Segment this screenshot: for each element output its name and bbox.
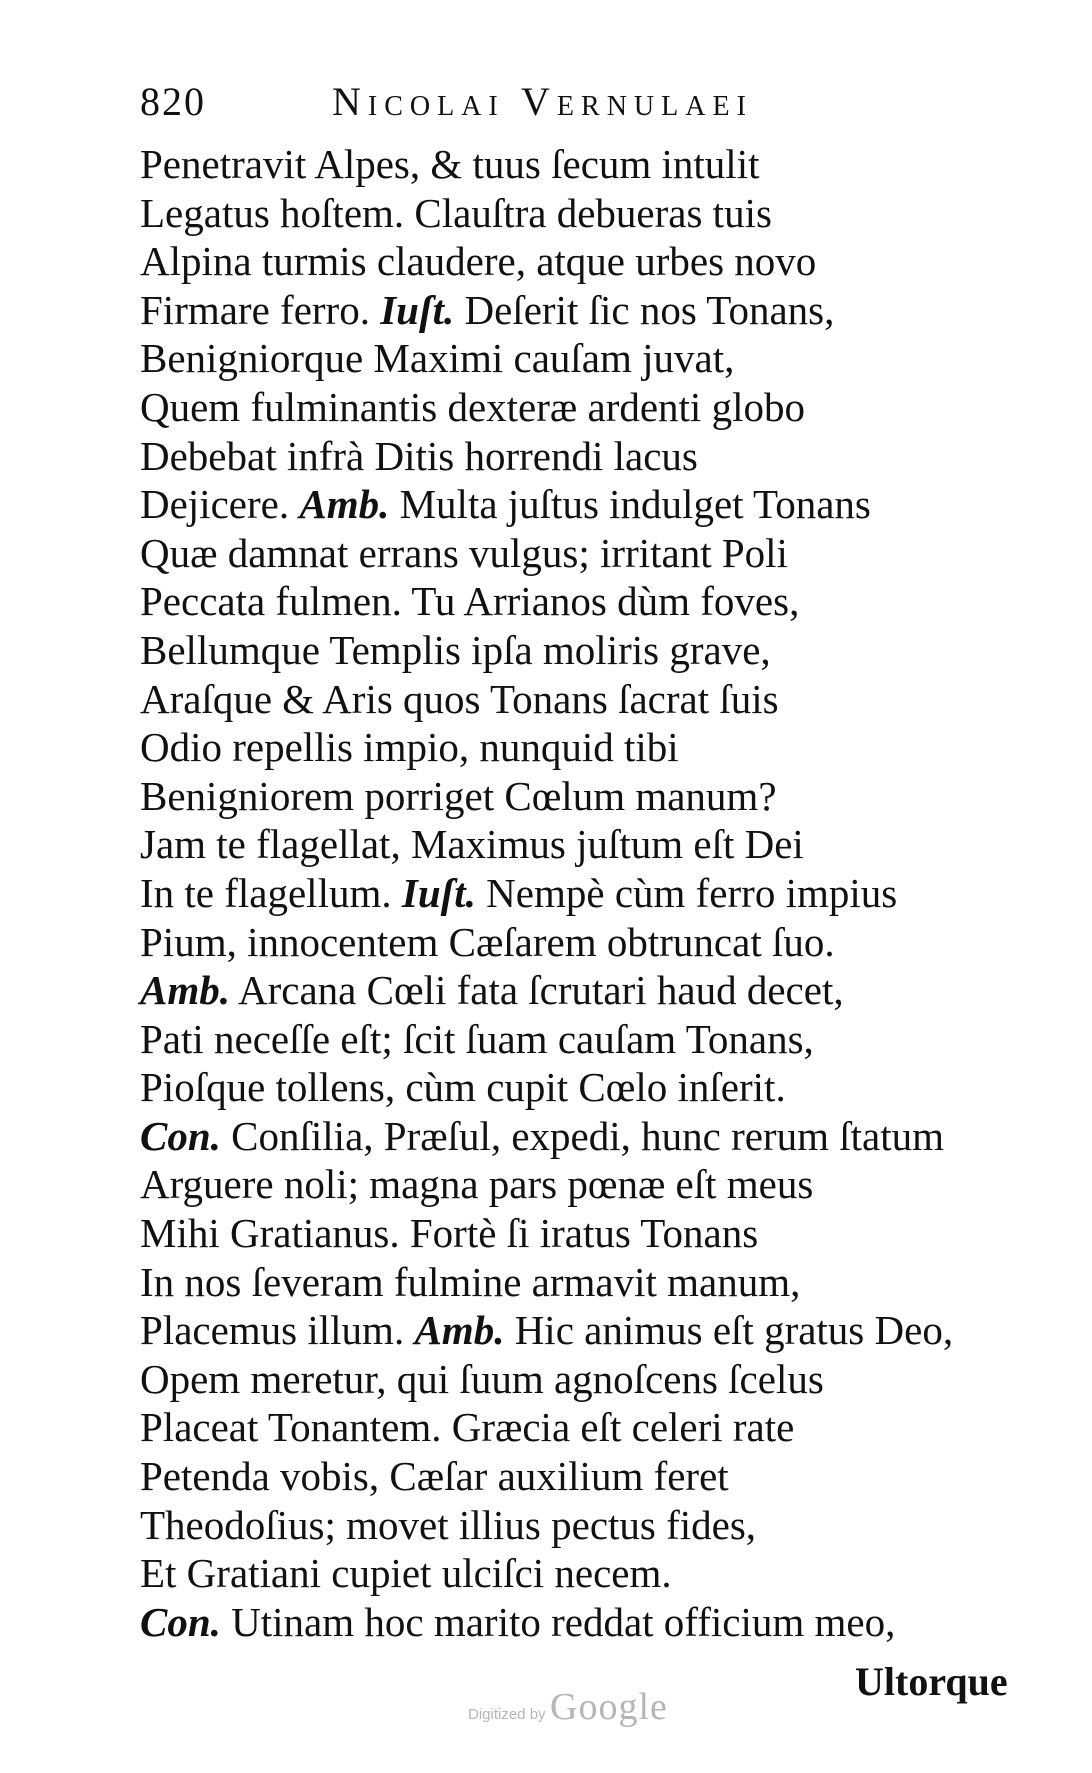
speaker-label: Con. — [140, 1598, 221, 1645]
verse-line — [140, 869, 1040, 918]
verse-line — [140, 432, 1040, 481]
line-text: Theodoſius; movet illius pectus fides, — [140, 1501, 757, 1548]
verse-line — [140, 723, 1040, 772]
verse-line — [140, 237, 1040, 286]
line-text: Alpina turmis claudere, atque urbes novo — [140, 238, 817, 285]
verse-line — [140, 529, 1040, 578]
line-text: Placeat Tonantem. Græcia eſt celeri rate — [140, 1404, 795, 1451]
speaker-label: Amb. — [299, 481, 390, 528]
verse-line — [140, 966, 1040, 1015]
speaker-label: Amb. — [414, 1307, 505, 1354]
speaker-label: Amb. — [140, 967, 230, 1014]
line-text: Deſerit ſic nos Tonans, — [464, 286, 835, 333]
verse-line — [140, 772, 1040, 821]
verse-line — [140, 626, 1040, 675]
verse-line — [140, 820, 1040, 869]
verse-line — [140, 1598, 1040, 1647]
verse-line — [140, 480, 1040, 529]
line-text: Benigniorem porriget Cœlum manum? — [140, 772, 777, 819]
page-header — [140, 78, 920, 128]
line-text: Arguere noli; magna pars pœnæ eſt meus — [140, 1161, 814, 1208]
verse-line — [140, 1403, 1040, 1452]
verse-line — [140, 577, 1040, 626]
verse-line — [140, 189, 1040, 238]
verse-line — [140, 1355, 1040, 1404]
line-text: Legatus hoſtem. Clauſtra debueras tuis — [140, 189, 772, 236]
line-text: Hic animus eſt gratus Deo, — [514, 1307, 954, 1354]
line-text: Opem meretur, qui ſuum agnoſcens ſcelus — [140, 1355, 824, 1402]
line-text: Quæ damnat errans vulgus; irritant Poli — [140, 529, 788, 576]
google-logo: Google — [550, 1686, 668, 1728]
line-text: Pati neceſſe eſt; ſcit ſuam cauſam Tonans, — [140, 1015, 814, 1062]
line-text: Jam te flagellat, Maximus juſtum eſt Dei — [140, 821, 804, 868]
verse-text — [140, 140, 1040, 1646]
line-text: Bellumque Templis ipſa moliris grave, — [140, 626, 771, 673]
verse-line — [140, 383, 1040, 432]
line-text: In te flagellum. — [140, 869, 392, 916]
verse-line — [140, 675, 1040, 724]
speaker-label: Con. — [140, 1112, 221, 1159]
verse-line — [140, 1549, 1040, 1598]
line-text: In nos ſeveram fulmine armavit manum, — [140, 1258, 801, 1305]
line-text: Arcana Cœli fata ſcrutari haud decet, — [238, 967, 844, 1014]
line-text: Araſque & Aris quos Tonans ſacrat ſuis — [140, 675, 779, 722]
line-text: Conſilia, Præſul, expedi, hunc rerum ſtatum — [231, 1112, 944, 1159]
line-text: Quem fulminantis dexteræ ardenti globo — [140, 383, 805, 430]
speaker-label: Iuſt. — [380, 286, 455, 333]
watermark-prefix: Digitized by — [468, 1706, 546, 1723]
verse-line — [140, 1063, 1040, 1112]
page-number: 820 — [140, 79, 206, 124]
verse-line — [140, 1160, 1040, 1209]
verse-line — [140, 1209, 1040, 1258]
verse-line — [140, 1258, 1040, 1307]
verse-line — [140, 1452, 1040, 1501]
line-text: Utinam hoc marito reddat officium meo, — [231, 1598, 896, 1645]
line-text: Placemus illum. — [140, 1307, 405, 1354]
running-head: Nicolai Vernulaei — [332, 79, 753, 124]
line-text: Odio repellis impio, nunquid tibi — [140, 724, 679, 771]
digitization-watermark — [468, 1685, 668, 1729]
line-text: Mihi Gratianus. Fortè ſi iratus Tonans — [140, 1210, 759, 1257]
line-text: Firmare ferro. — [140, 286, 370, 333]
line-text: Pium, innocentem Cæſarem obtruncat ſuo. — [140, 918, 835, 965]
verse-line — [140, 286, 1040, 335]
line-text: Petenda vobis, Cæſar auxilium feret — [140, 1453, 729, 1500]
verse-line — [140, 334, 1040, 383]
catchword: Ultorque — [855, 1659, 1008, 1704]
verse-line — [140, 1015, 1040, 1064]
line-text: Debebat infrà Ditis horrendi lacus — [140, 432, 698, 479]
line-text: Nempè cùm ferro impius — [486, 869, 898, 916]
line-text: Benigniorque Maximi cauſam juvat, — [140, 335, 735, 382]
verse-line — [140, 1501, 1040, 1550]
line-text: Pioſque tollens, cùm cupit Cœlo inſerit. — [140, 1064, 786, 1111]
line-text: Et Gratiani cupiet ulciſci necem. — [140, 1550, 672, 1597]
verse-line — [140, 1306, 1040, 1355]
line-text: Dejicere. — [140, 481, 290, 528]
verse-line — [140, 1112, 1040, 1161]
line-text: Multa juſtus indulget Tonans — [399, 481, 871, 528]
line-text: Peccata fulmen. Tu Arrianos dùm foves, — [140, 578, 800, 625]
line-text: Penetravit Alpes, & tuus ſecum intulit — [140, 141, 760, 187]
verse-line — [140, 140, 1040, 189]
verse-line — [140, 918, 1040, 967]
speaker-label: Iuſt. — [401, 869, 476, 916]
